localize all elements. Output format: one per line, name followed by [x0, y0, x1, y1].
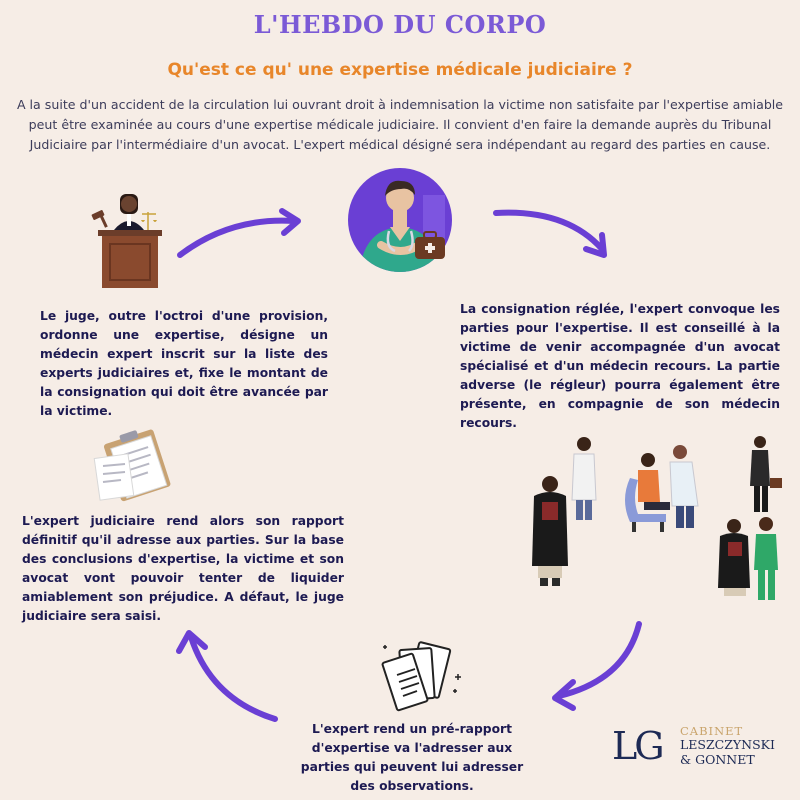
step-consignation-text: La consignation réglée, l'expert convoque les parties pour l'expertise. Il est conseillé à la victime de venir accompagnée d'un avocat spécialisé et d'un médecin recours. La partie adverse (le régleur) pourra également être présente, en compagnie de son médecin recours. — [460, 302, 780, 430]
step-final-report-text: L'expert judiciaire rend alors son rapport définitif qu'il adresse aux parties. Sur la base des conclusions d'expertise, la victime et son avocat vont pouvoir tenter de liquider amiablement son préjudice. A défaut, le juge judiciaire sera saisi. — [22, 514, 344, 623]
logo-line-3: & GONNET — [680, 752, 755, 767]
arrow-icon — [175, 625, 285, 725]
logo-line-1: CABINET — [680, 724, 744, 738]
page-title: L'HEBDO DU CORPO — [253, 10, 547, 39]
step-judge-text: Le juge, outre l'octroi d'une provision, ordonne une expertise, désigne un médecin expert inscrit sur la liste des experts judiciaires et, fixe le montant de la consignation qui doit être avancée par la victime. — [40, 309, 328, 418]
firm-logo — [612, 724, 792, 774]
documents-icon — [375, 635, 465, 715]
judge-icon — [90, 190, 180, 290]
page-subtitle: Qu'est ce qu' une expertise médicale judiciaire ? — [167, 60, 633, 80]
expertise-meeting-icon — [520, 430, 790, 620]
arrow-icon — [490, 205, 620, 265]
logo-monogram: LG — [612, 724, 662, 768]
clipboard-report-icon — [95, 430, 175, 500]
arrow-icon — [545, 620, 645, 710]
doctor-icon — [345, 165, 455, 275]
arrow-icon — [170, 205, 310, 265]
intro-text: A la suite d'un accident de la circulation lui ouvrant droit à indemnisation la victime non satisfaite par l'expertise amiable peut être examinée au cours d'une expertise médicale judiciaire. Il convient d'en faire la demande auprès du Tribunal Judiciaire par l'intermédiaire d'un avocat. L'expert médical désigné sera indépendant au regard des parties en cause. — [16, 97, 784, 152]
step-prereport-text: L'expert rend un pré-rapport d'expertise va l'adresser aux parties qui peuvent lui adresser des observations. — [300, 722, 524, 793]
logo-line-2: LESZCZYNSKI — [680, 737, 775, 752]
